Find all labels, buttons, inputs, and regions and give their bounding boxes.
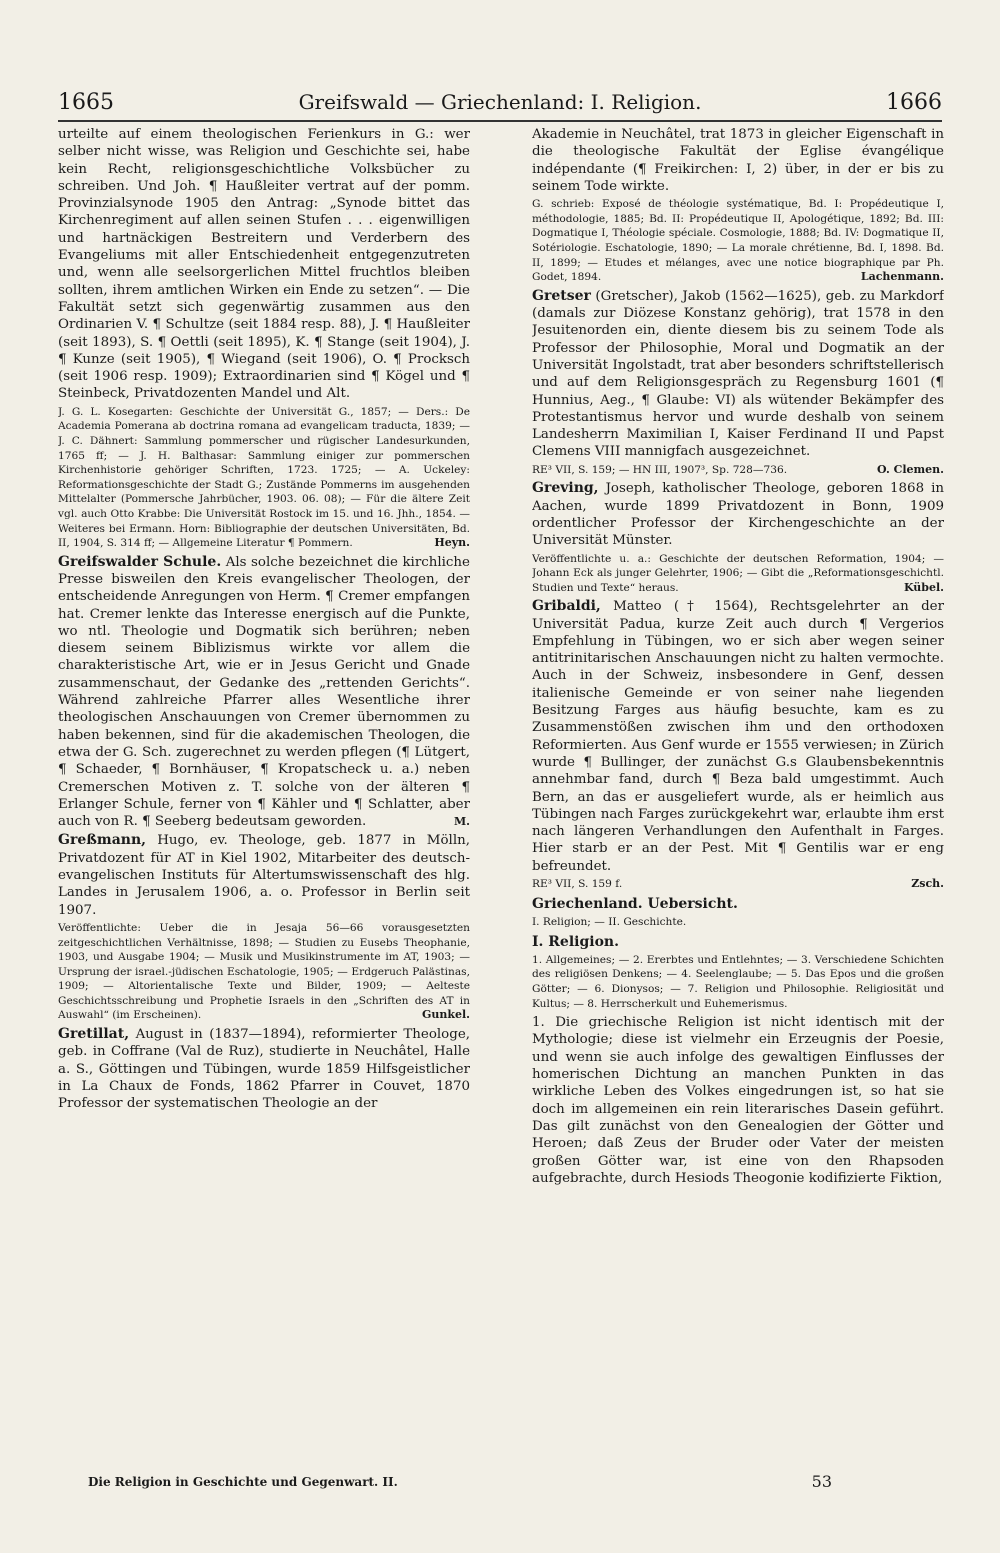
author-signature: O. Clemen. xyxy=(877,462,944,476)
right-paragraph xyxy=(532,1014,944,1187)
right-lexicon-entry xyxy=(532,480,944,549)
right-section-heading xyxy=(532,896,944,913)
entry-text: 1. Die griechische Religion ist nicht identisch mit der Mythologie; diese ist vielmehr ein Erzeugnis der Poesie, und wenn sie auch infolge des gewaltigen Einflusses der homerischen Dichtung an manchen Punkten in das wirkliche Leben des Volkes eingedrungen ist, so hat sie doch im allgemeinen ein rein literarisches Dasein geführt. Das gilt zunächst von den Genealogien der Götter und Heroen; daß Zeus der Bruder oder Vater der meisten großen Götter war, ist eine von den Rhapsoden aufgebrachte, durch Hesiods Theogonie kodifizierte Fiktion, xyxy=(532,1015,944,1186)
left-literature-note xyxy=(58,921,470,1023)
page-footer xyxy=(58,1472,942,1491)
author-signature: Lachenmann. xyxy=(860,270,944,284)
author-signature: Gunkel. xyxy=(421,1008,470,1022)
right-lexicon-entry xyxy=(532,288,944,461)
entry-keyword: Greßmann, xyxy=(58,832,146,849)
left-lexicon-entry xyxy=(58,1026,470,1112)
author-signature: Heyn. xyxy=(434,536,470,550)
left-column xyxy=(58,126,470,1466)
right-literature-note xyxy=(532,915,944,930)
author-signature: Zsch. xyxy=(911,877,944,891)
entry-keyword: Greving, xyxy=(532,480,599,497)
entry-keyword: Gretser xyxy=(532,287,591,304)
right-literature-note xyxy=(532,552,944,596)
right-literature-note xyxy=(532,463,944,478)
entry-text: Hugo, ev. Theologe, geb. 1877 in Mölln, Privatdozent für AT in Kiel 1902, Mitarbeiter des deutsch-evangelischen Instituts für Altertumswissenschaft des hlg. Landes in Jerusalem 1906, a. o. Professor in Berlin seit 1907. xyxy=(58,833,470,918)
entry-text: Joseph, katholischer Theologe, geboren 1868 in Aachen, wurde 1899 Privatdozent in Bonn, 1909 ordentlicher Professor der Kirchengeschichte an der Universität Münster. xyxy=(532,481,944,549)
left-lexicon-entry xyxy=(58,554,470,831)
left-lexicon-entry xyxy=(58,832,470,918)
entry-text: Veröffentlichte: Ueber die in Jesaja 56—66 vorausgesetzten zeitgeschichtlichen Verhältnisse, 1898; — Studien zu Eusebs Theophanie, 1903, und Ausgabe 1904; — Musik und Musikinstrumente im AT, 1903; — Ursprung der israel.-jüdischen Eschatologie, 1905; — Erdgeruch Palästinas, 1909; — Altorientalische Texte und Bilder, 1909; — Aelteste Geschichtsschreibung und Prophetie Israels in den „Schriften des AT in Auswahl“ (im Erscheinen). xyxy=(58,921,470,1022)
entry-text: Matteo († 1564), Rechtsgelehrter an der Universität Padua, kurze Zeit auch durch ¶ Vergerios Empfehlung in Tübingen, wo er sich aber wegen seiner antitrinitarischen Anschauungen nicht zu halten vermochte. Auch in der Schweiz, insbesondere in Genf, dessen italienische Gemeinde er von seiner nahe liegenden Besitzung Farges aus häufig besuchte, kam es zu Zusammenstößen zwischen ihm und den orthodoxen Reformierten. Aus Genf wurde er 1555 verwiesen; in Zürich wurde ¶ Bullinger, der zunächst G.s Glaubensbekenntnis annehmbar fand, durch ¶ Beza bald umgestimmt. Auch Bern, an das er ausgeliefert wurde, als er heimlich aus Tübingen nach Farges zurückgekehrt war, erlaubte ihm erst nach längeren Verhandlungen den Aufenthalt in Farges. Hier starb er an der Pest. Mit ¶ Gentilis war er eng befreundet. xyxy=(532,599,944,874)
running-header xyxy=(58,84,942,122)
right-paragraph xyxy=(532,126,944,195)
footer-publication: Die Religion in Geschichte und Gegenwart. II. xyxy=(88,1474,398,1489)
left-literature-note xyxy=(58,405,470,551)
entry-text: urteilte auf einem theologischen Ferienkurs in G.: wer selber nicht wisse, was Religion und Geschichte sei, habe kein Recht, religionsgeschichtliche Volksbücher zu schreiben. Und Joh. ¶ Haußleiter vertrat auf der pomm. Provinzialsynode 1905 den Antrag: „Synode bittet das Kirchenregiment auf allen seinen Stufen . . . eigenwilligen und hartnäckigen Bestreitern und Verderbern des Evangeliums mit aller Entschiedenheit entgegenzutreten und, wenn alle seelsorgerlichen Mittel fruchtlos bleiben sollten, ihrem amtlichen Wirken ein Ende zu setzen“. — Die Fakultät setzt sich gegenwärtig zusammen aus den Ordinarien V. ¶ Schultze (seit 1884 resp. 88), J. ¶ Haußleiter (seit 1893), S. ¶ Oettli (seit 1895), K. ¶ Stange (seit 1904), J. ¶ Kunze (seit 1905), ¶ Wiegand (seit 1906), O. ¶ Procksch (seit 1906 resp. 1909); Extraordinarien sind ¶ Kögel und ¶ Steinbeck, Privatdozenten Mandel und Alt. xyxy=(58,127,470,402)
left-page-number: 1665 xyxy=(58,89,114,115)
entry-text: Veröffentlichte u. a.: Geschichte der deutschen Reformation, 1904; — Johann Eck als junger Gelehrter, 1906; — Gibt die „Reformationsgeschichtl. Studien und Texte“ heraus. xyxy=(532,552,944,594)
footer-page-number: 53 xyxy=(811,1472,832,1491)
entry-text: Griechenland. Uebersicht. xyxy=(532,895,738,912)
entry-text: Akademie in Neuchâtel, trat 1873 in gleicher Eigenschaft in die theologische Fakultät der Eglise évangélique indépendante (¶ Freikirchen: I, 2) über, in der er bis zu seinem Tode wirkte. xyxy=(532,127,944,194)
right-page-number: 1666 xyxy=(886,89,942,115)
author-signature: Kübel. xyxy=(903,580,944,594)
right-section-heading xyxy=(532,934,944,951)
entry-text: I. Religion; — II. Geschichte. xyxy=(532,915,687,928)
entry-keyword: Gribaldi, xyxy=(532,598,601,615)
left-paragraph xyxy=(58,126,470,403)
right-column xyxy=(532,126,944,1466)
entry-keyword: Greifswalder Schule. xyxy=(58,553,222,570)
entry-text: J. G. L. Kosegarten: Geschichte der Universität G., 1857; — Ders.: De Academia Pomerana ab doctrina romana ad evangelicam traducta, 1839; — J. C. Dähnert: Sammlung pommerscher und rügischer Landesurkunden, 1765 ff; — J. H. Balthasar: Sammlung einiger zur pommerschen Kirchenhistorie gehöriger Schriften, 1723. 1725; — A. Uckeley: Reformationsgeschichte der Stadt G.; Zustände Pommerns im ausgehenden Mittelalter (Pommersche Jahrbücher, 1903. 06. 08); — Für die ältere Zeit vgl. auch Otto Krabbe: Die Universität Rostock im 15. und 16. Jhh., 1854. — Weiteres bei Ermann. Horn: Bibliographie der deutschen Universitäten, Bd. II, 1904, S. 314 ff; — Allgemeine Literatur ¶ Pommern. xyxy=(58,405,470,550)
entry-text: 1. Allgemeines; — 2. Ererbtes und Entlehntes; — 3. Verschiedene Schichten des religiösen Denkens; — 4. Seelenglaube; — 5. Das Epos und die großen Götter; — 6. Dionysos; — 7. Religion und Philosophie. Religiosität und Kultus; — 8. Herrscherkult und Euhemerismus. xyxy=(532,953,944,1010)
right-lexicon-entry xyxy=(532,598,944,875)
right-literature-note xyxy=(532,877,944,892)
right-literature-note xyxy=(532,953,944,1011)
author-signature: M. xyxy=(453,815,470,829)
entry-text: I. Religion. xyxy=(532,933,619,950)
entry-text: Als solche bezeichnet die kirchliche Presse bisweilen den Kreis evangelischer Theologen, der entscheidende Anregungen von Herm. ¶ Cremer empfangen hat. Cremer lenkte das Interesse energisch auf die Punkte, wo ntl. Theologie und Dogmatik sich berühren; neben diesem seinem Biblizismus wirkte vor allem die charakteristische Art, wie er in Jesus Gericht und Gnade zusammenschaut, der Gedanke des „rettenden Gerichts“. Während zahlreiche Pfarrer alles Wesentliche ihrer theologischen Anschauungen von Cremer übernommen zu haben bekennen, sind für die akademischen Theologen, die etwa der G. Sch. zugerechnet zu werden pflegen (¶ Lütgert, ¶ Schaeder, ¶ Bornhäuser, ¶ Kropatscheck u. a.) neben Cremerschen Motiven z. T. solche von der älteren ¶ Erlanger Schule, ferner von ¶ Kähler und ¶ Schlatter, aber auch von R. ¶ Seeberg bedeutsam geworden. xyxy=(58,554,470,830)
entry-text: RE³ VII, S. 159 f. xyxy=(532,878,623,891)
entry-text: August in (1837—1894), reformierter Theologe, geb. in Coffrane (Val de Ruz), studierte in Neuchâtel, Halle a. S., Göttingen und Tübingen, wurde 1859 Hilfsgeistlicher in La Chaux de Fonds, 1862 Pfarrer in Couvet, 1870 Professor der systematischen Theologie an der xyxy=(58,1027,470,1112)
running-title: Greifswald — Griechenland: I. Religion. xyxy=(298,90,702,114)
entry-text: (Gretscher), Jakob (1562—1625), geb. zu Markdorf (damals zur Diözese Konstanz gehörig), trat 1578 in den Jesuitenorden ein, diente diesem bis zu seinem Tode als Professor der Philosophie, Moral und Dogmatik an der Universität Ingolstadt, trat aber besonders schriftstellerisch und auf dem Religionsgespräch zu Regensburg 1601 (¶ Hunnius, Aeg., ¶ Glaube: VI) als wütender Bekämpfer des Protestantismus hervor und wurde deshalb von seinem Landesherrn Maximilian I, Kaiser Ferdinand II und Papst Clemens VIII mannigfach ausgezeichnet. xyxy=(532,288,944,460)
entry-keyword: Gretillat, xyxy=(58,1026,130,1043)
entry-text: G. schrieb: Exposé de théologie systématique, Bd. I: Propédeutique I, méthodologie, 1885; Bd. II: Propédeutique II, Apologétique, 1892; Bd. III: Dogmatique I, Théologie spéciale. Cosmologie, 1888; Bd. IV: Dogmatique II, Sotériologie. Eschatologie, 1890; — La morale chrétienne, Bd. I, 1898. Bd. II, 1899; — Etudes et mélanges, avec une notice biographique par Ph. Godet, 1894. xyxy=(532,198,944,284)
entry-text: RE³ VII, S. 159; — HN III, 1907³, Sp. 728—736. xyxy=(532,463,788,476)
right-literature-note xyxy=(532,197,944,285)
